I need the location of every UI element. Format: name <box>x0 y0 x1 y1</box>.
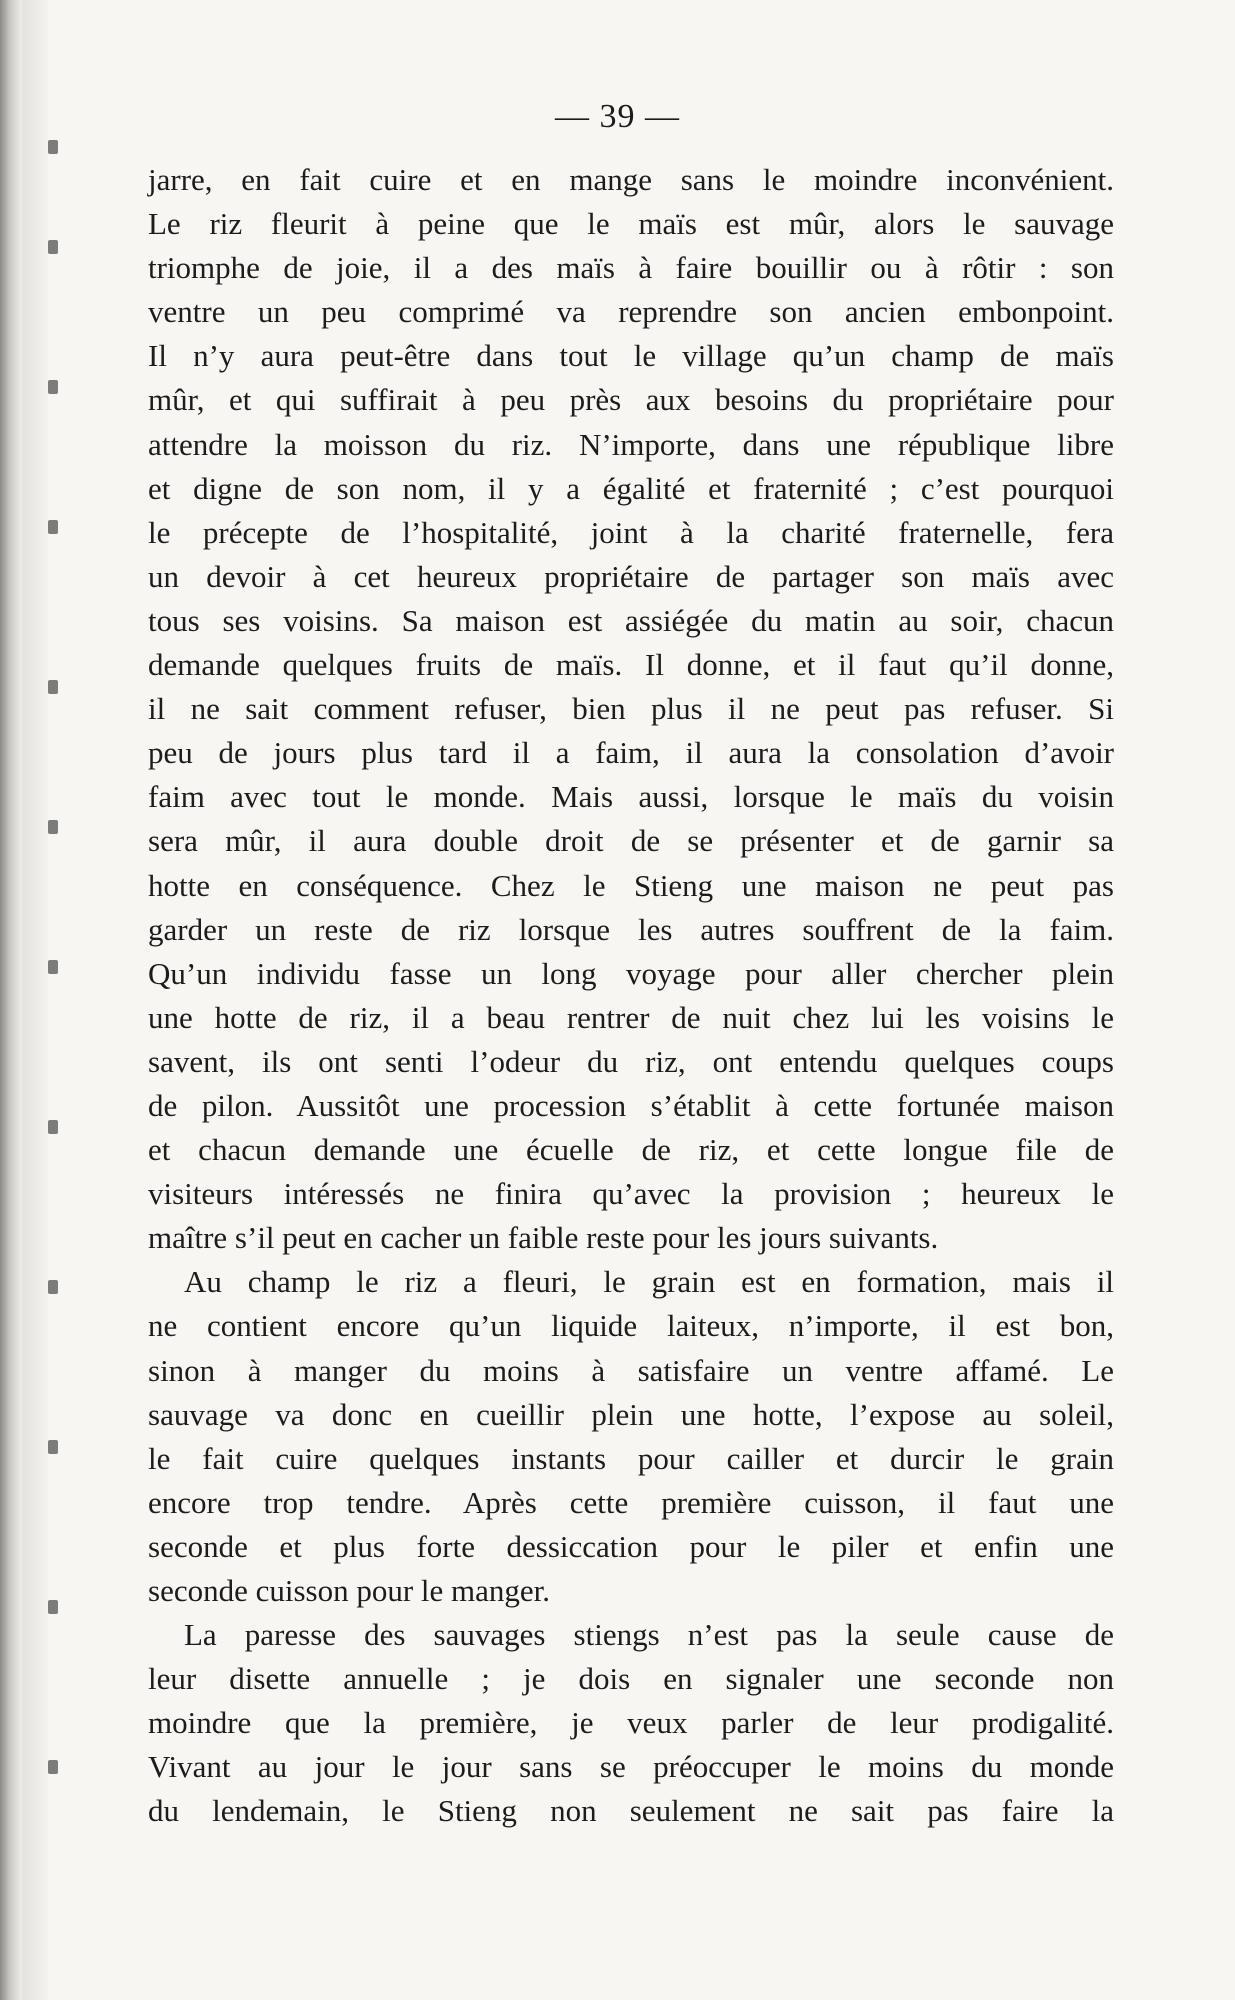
text-line: maître s’il peut en cacher un faible reste pour les jours suivants. <box>148 1220 939 1256</box>
text-line: triomphe de joie, il a des maïs à faire bouillir ou à rôtir : son <box>148 250 1114 286</box>
previous-page-edge <box>22 0 48 2000</box>
edge-ink-mark <box>48 960 58 974</box>
text-line: et chacun demande une écuelle de riz, et cette longue file de <box>148 1132 1114 1168</box>
text-line: leur disette annuelle ; je dois en signaler une seconde non <box>148 1661 1114 1697</box>
text-line: savent, ils ont senti l’odeur du riz, ont entendu quelques coups <box>148 1043 1114 1079</box>
text-line: encore trop tendre. Après cette première cuisson, il faut une <box>148 1484 1114 1520</box>
text-line: faim avec tout le monde. Mais aussi, lorsque le maïs du voisin <box>148 779 1114 815</box>
text-line: demande quelques fruits de maïs. Il donne, et il faut qu’il donne, <box>148 647 1114 683</box>
text-line: du lendemain, le Stieng non seulement ne sait pas faire la <box>148 1793 1114 1829</box>
page-number: — 39 — <box>555 98 680 135</box>
edge-ink-mark <box>48 1120 58 1134</box>
edge-ink-mark <box>48 1760 58 1774</box>
text-line: seconde et plus forte dessiccation pour le piler et enfin une <box>148 1528 1114 1564</box>
text-line: et digne de son nom, il y a égalité et fraternité ; c’est pourquoi <box>148 470 1114 506</box>
text-line: ne contient encore qu’un liquide laiteux, n’importe, il est bon, <box>148 1308 1114 1344</box>
text-line: sauvage va donc en cueillir plein une hotte, l’expose au soleil, <box>148 1396 1114 1432</box>
edge-ink-mark <box>48 820 58 834</box>
edge-ink-mark <box>48 1280 58 1294</box>
text-line: peu de jours plus tard il a faim, il aura la consolation d’avoir <box>148 735 1114 771</box>
text-line: Qu’un individu fasse un long voyage pour aller chercher plein <box>148 955 1114 991</box>
edge-ink-mark <box>48 680 58 694</box>
paragraph-first-line: La paresse des sauvages stiengs n’est pas la seule cause de <box>184 1617 1114 1653</box>
text-line: tous ses voisins. Sa maison est assiégée du matin au soir, chacun <box>148 602 1114 638</box>
text-line: ventre un peu comprimé va reprendre son ancien embonpoint. <box>148 294 1114 330</box>
text-line: de pilon. Aussitôt une procession s’établit à cette fortunée maison <box>148 1087 1114 1123</box>
text-line: moindre que la première, je veux parler de leur prodigalité. <box>148 1705 1114 1741</box>
text-line: il ne sait comment refuser, bien plus il ne peut pas refuser. Si <box>148 691 1114 727</box>
body-text <box>148 158 1114 1834</box>
text-line: un devoir à cet heureux propriétaire de partager son maïs avec <box>148 558 1114 594</box>
text-line: le précepte de l’hospitalité, joint à la charité fraternelle, fera <box>148 514 1114 550</box>
text-line: Le riz fleurit à peine que le maïs est mûr, alors le sauvage <box>148 206 1114 242</box>
edge-ink-mark <box>48 240 58 254</box>
edge-ink-mark <box>48 1440 58 1454</box>
text-line: jarre, en fait cuire et en mange sans le moindre inconvénient. <box>148 162 1114 197</box>
text-line: hotte en conséquence. Chez le Stieng une maison ne peut pas <box>148 867 1114 903</box>
edge-ink-mark <box>48 1600 58 1614</box>
paragraph-first-line: Au champ le riz a fleuri, le grain est en formation, mais il <box>184 1264 1114 1300</box>
edge-ink-mark <box>48 520 58 534</box>
text-line: une hotte de riz, il a beau rentrer de nuit chez lui les voisins le <box>148 999 1114 1035</box>
text-line: garder un reste de riz lorsque les autres souffrent de la faim. <box>148 911 1114 947</box>
edge-ink-mark <box>48 140 58 154</box>
edge-ink-mark <box>48 380 58 394</box>
text-line: Vivant au jour le jour sans se préoccuper le moins du monde <box>148 1749 1114 1785</box>
text-line: le fait cuire quelques instants pour cailler et durcir le grain <box>148 1440 1114 1476</box>
text-line: seconde cuisson pour le manger. <box>148 1573 551 1608</box>
text-line: Il n’y aura peut-être dans tout le village qu’un champ de maïs <box>148 338 1114 374</box>
text-line: mûr, et qui suffirait à peu près aux besoins du propriétaire pour <box>148 382 1114 418</box>
text-line: sera mûr, il aura double droit de se présenter et de garnir sa <box>148 823 1114 859</box>
book-gutter-shadow <box>0 0 22 2000</box>
text-line: sinon à manger du moins à satisfaire un ventre affamé. Le <box>148 1352 1114 1388</box>
text-line: attendre la moisson du riz. N’importe, dans une république libre <box>148 426 1114 462</box>
text-line: visiteurs intéressés ne finira qu’avec la provision ; heureux le <box>148 1176 1114 1212</box>
